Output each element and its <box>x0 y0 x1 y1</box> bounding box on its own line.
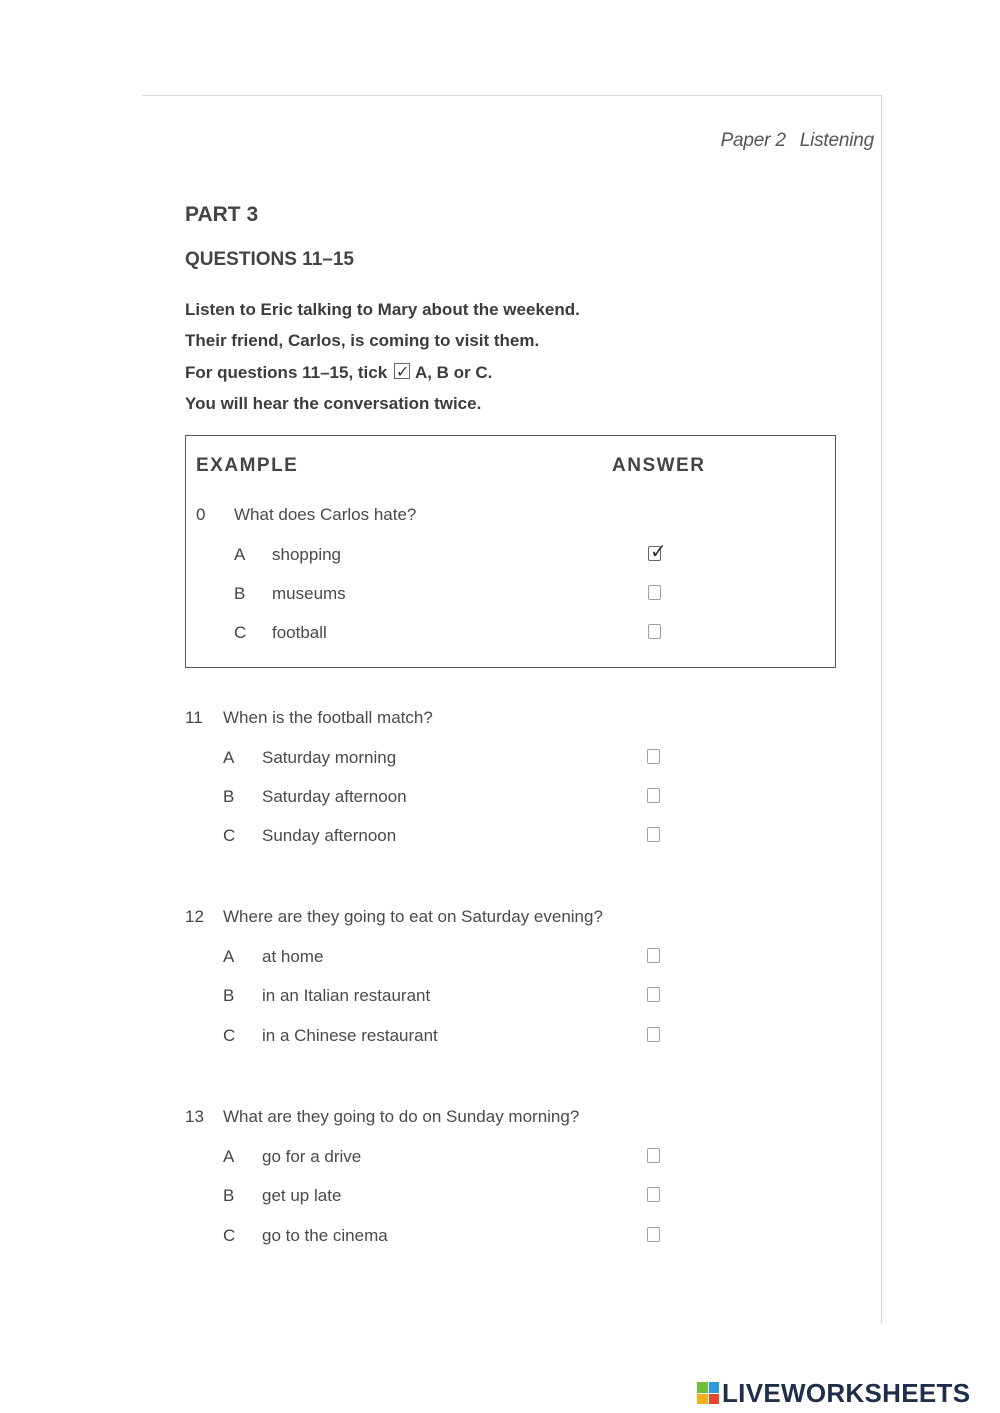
answer-checkbox[interactable] <box>647 1027 660 1042</box>
option-letter: A <box>223 748 235 767</box>
instruction-line-2: Their friend, Carlos, is coming to visit them. <box>185 331 540 351</box>
question-text: What are they going to do on Sunday morning? <box>223 1107 580 1126</box>
answer-checkbox[interactable] <box>647 1227 660 1242</box>
option-text: Saturday afternoon <box>262 787 407 806</box>
example-option-text: shopping <box>272 545 342 564</box>
page-border-right <box>881 95 882 1323</box>
example-number: 0 <box>196 505 206 524</box>
option-text: in an Italian restaurant <box>262 986 431 1005</box>
instruction-line-4: You will hear the conversation twice. <box>185 393 482 413</box>
example-question: What does Carlos hate? <box>234 505 417 524</box>
logo-text: LIVEWORKSHEETS <box>722 1377 971 1408</box>
option-text: in a Chinese restaurant <box>262 1026 438 1045</box>
part-title: PART 3 <box>185 203 259 226</box>
option-letter: B <box>223 1186 235 1205</box>
instruction-line-3-start: For questions 11–15, tick <box>185 362 388 382</box>
option-letter: A <box>223 947 235 966</box>
answer-checkbox[interactable] <box>647 788 660 803</box>
question-number: 12 <box>185 907 204 926</box>
question-number: 13 <box>185 1107 204 1126</box>
running-header <box>721 130 874 152</box>
example-answer-checkbox-b[interactable] <box>648 585 661 600</box>
example-answer-checkbox-c[interactable] <box>648 624 661 639</box>
example-option-letter: C <box>234 623 247 642</box>
example-option-text: museums <box>272 584 346 603</box>
option-text: go for a drive <box>262 1147 362 1166</box>
question-number: 11 <box>185 708 203 727</box>
questions-title: QUESTIONS 11–15 <box>185 249 354 270</box>
page-border-top <box>142 95 882 96</box>
instruction-line-3 <box>185 357 580 388</box>
example-label: EXAMPLE <box>196 455 299 476</box>
instruction-line-3-end: A, B or C. <box>414 362 493 382</box>
option-text: go to the cinema <box>262 1226 388 1245</box>
option-letter: A <box>223 1147 235 1166</box>
example-answer-checkbox-a[interactable] <box>648 546 661 561</box>
option-text: get up late <box>262 1186 342 1205</box>
answer-checkbox[interactable] <box>647 987 660 1002</box>
answer-checkbox[interactable] <box>647 749 660 764</box>
option-letter: C <box>223 1226 236 1245</box>
liveworksheets-logo <box>697 1378 970 1408</box>
tick-box-icon <box>394 363 410 379</box>
answer-checkbox[interactable] <box>647 1148 660 1163</box>
option-text: Sunday afternoon <box>262 826 397 845</box>
option-letter: B <box>223 986 235 1005</box>
option-letter: C <box>223 1026 236 1045</box>
option-letter: C <box>223 826 236 845</box>
example-option-text: football <box>272 623 327 642</box>
answer-checkbox[interactable] <box>647 1187 660 1202</box>
question-text: Where are they going to eat on Saturday evening? <box>223 907 603 926</box>
paper-label: Paper 2 <box>720 130 786 151</box>
option-text: at home <box>262 947 324 966</box>
option-letter: B <box>223 787 235 806</box>
instruction-line-1: Listen to Eric talking to Mary about the weekend. <box>185 300 580 319</box>
option-text: Saturday morning <box>262 748 397 767</box>
logo-icon <box>697 1382 719 1404</box>
example-option-letter: A <box>234 545 246 564</box>
question-text: When is the football match? <box>223 708 433 727</box>
instructions <box>185 294 580 419</box>
section-label: Listening <box>799 130 874 151</box>
example-option-letter: B <box>234 584 246 603</box>
answer-label: ANSWER <box>612 455 706 476</box>
answer-checkbox[interactable] <box>647 948 660 963</box>
answer-checkbox[interactable] <box>647 827 660 842</box>
